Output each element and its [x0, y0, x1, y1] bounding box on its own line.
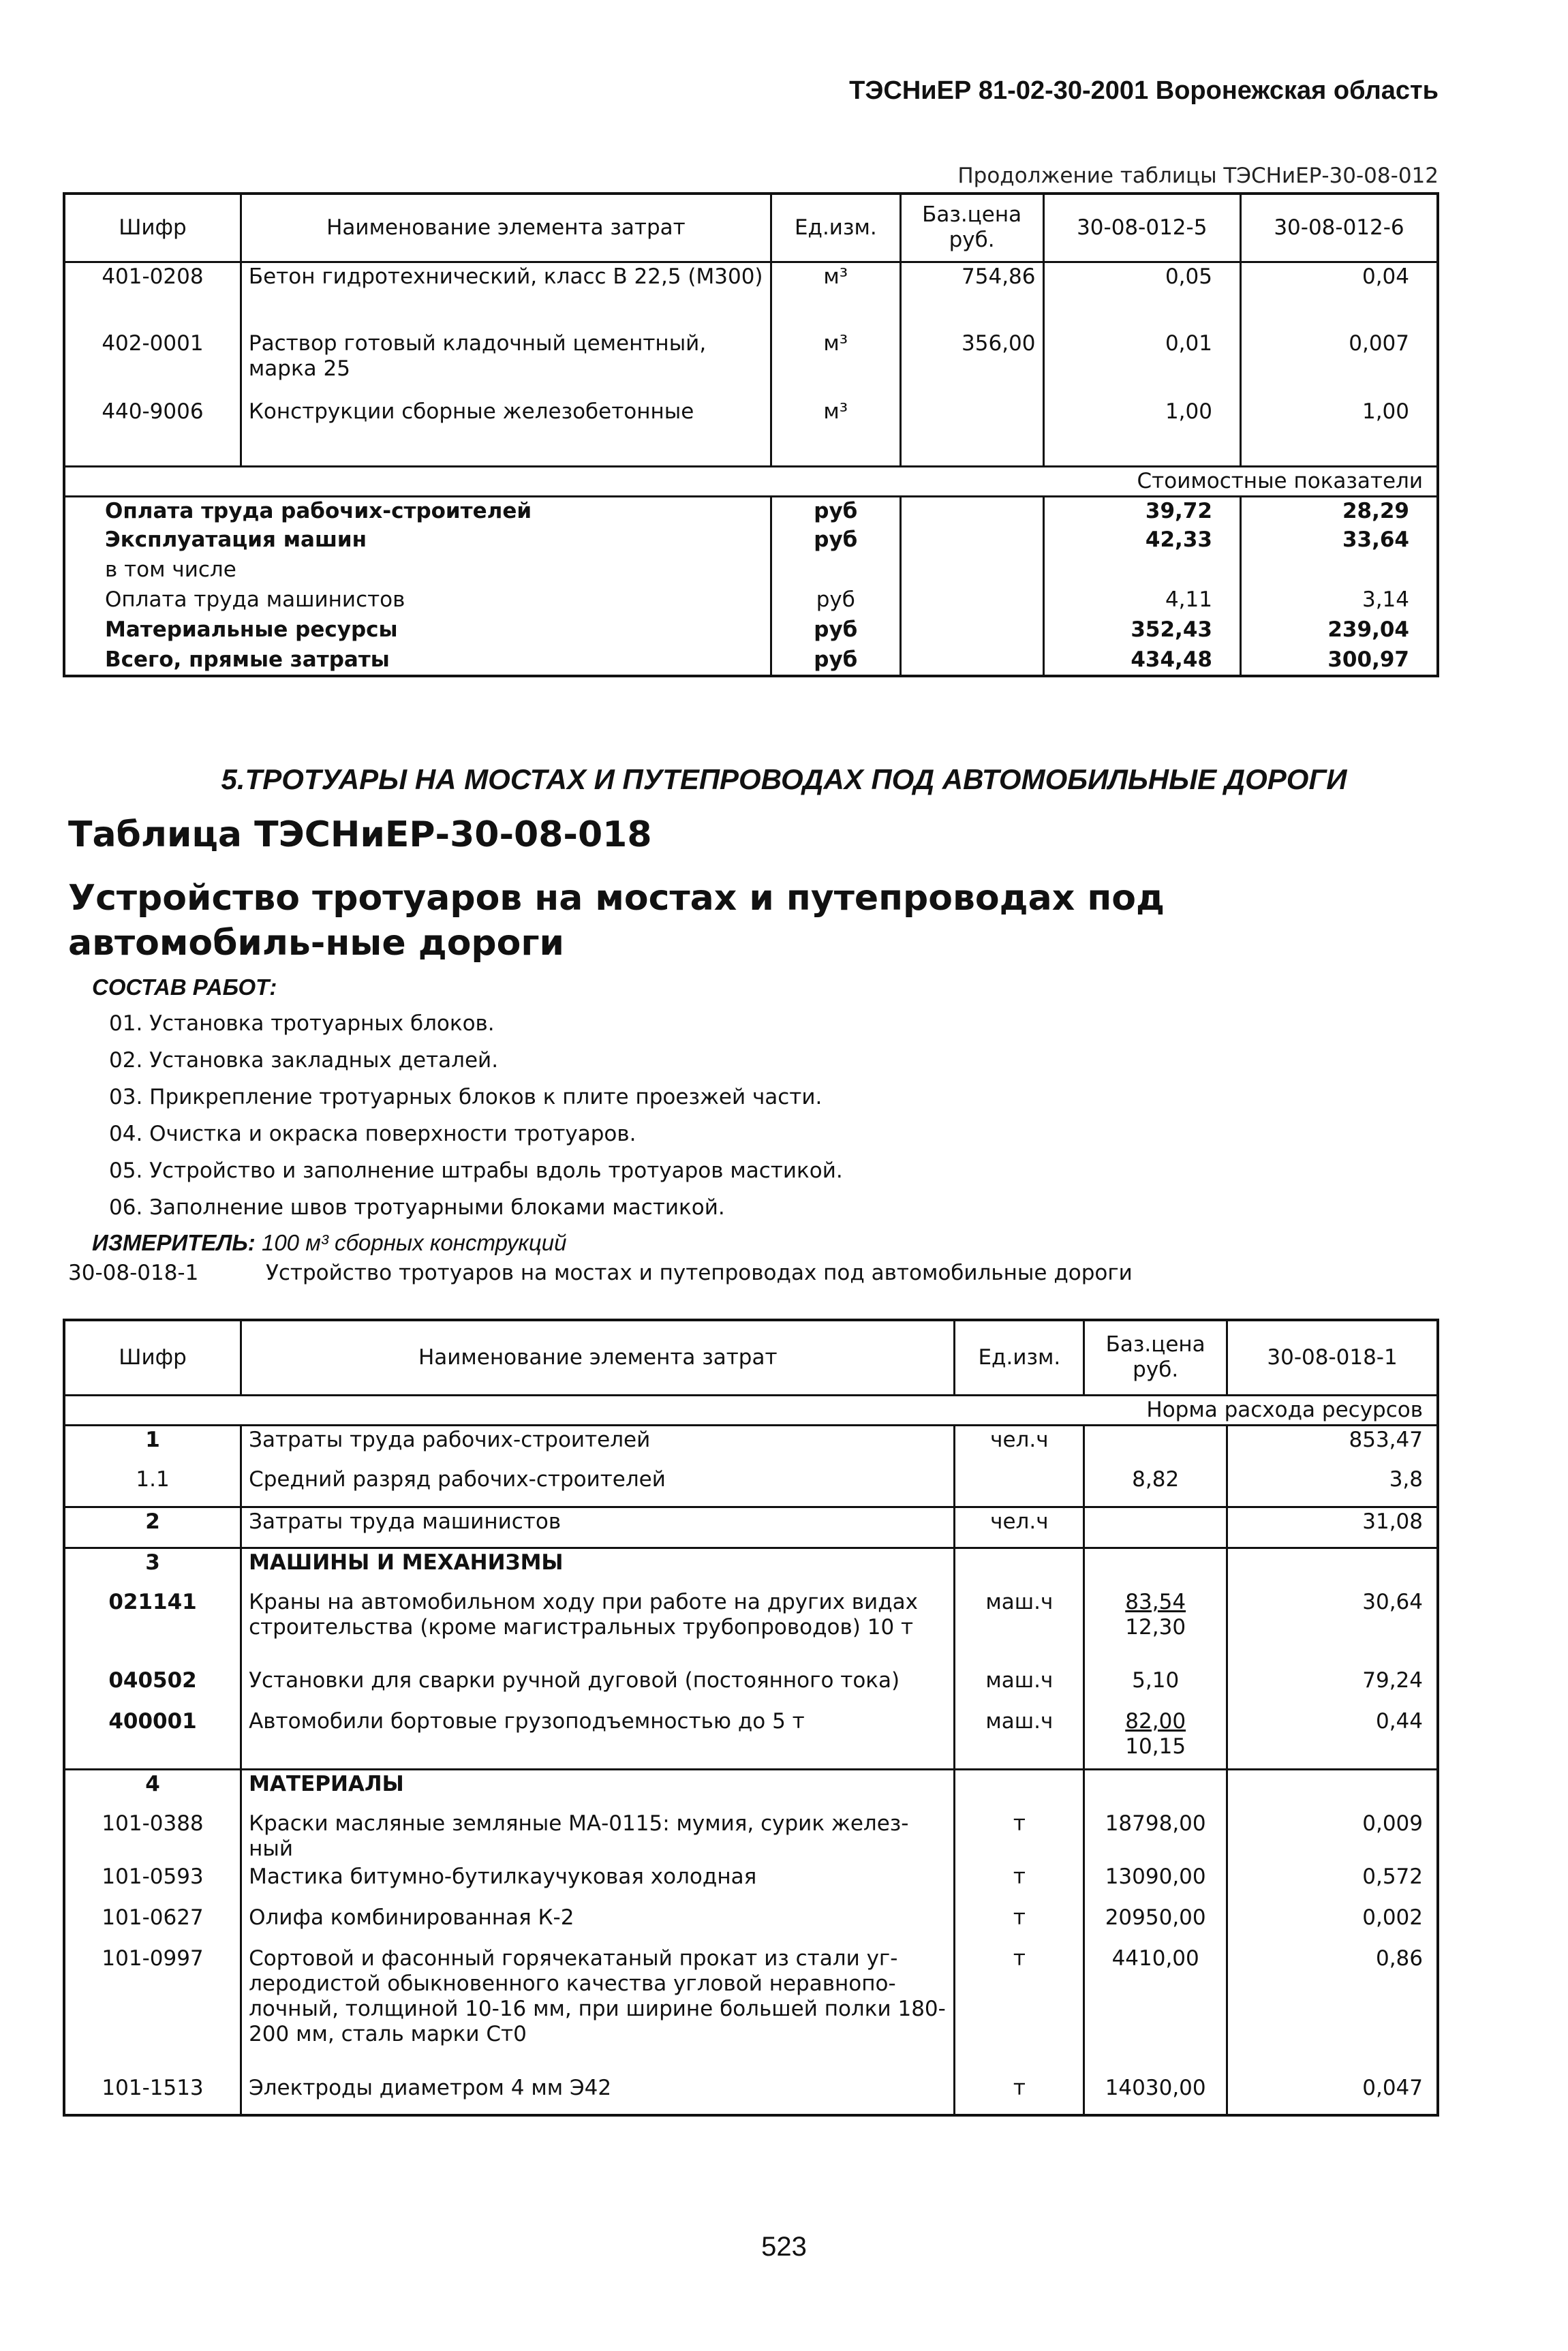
header-unit: Ед.изм.	[955, 1320, 1084, 1395]
cell-code: 1	[64, 1425, 241, 1466]
cell-value: 31,08	[1227, 1507, 1438, 1548]
cell-unit: т	[955, 1863, 1084, 1904]
cell-code: 101-0627	[64, 1904, 241, 1945]
header-price: Баз.цена руб.	[1084, 1320, 1227, 1395]
cost-value-2: 300,97	[1327, 647, 1409, 672]
cell-price	[1084, 1588, 1227, 1667]
cell-value: 0,86	[1375, 1946, 1423, 1971]
cell-price	[1084, 1507, 1227, 1548]
cost-value-2: 33,64	[1342, 527, 1409, 552]
price-value: 83,54	[1125, 1590, 1186, 1614]
cell-price	[1084, 1708, 1227, 1769]
cell-name: Раствор готовый кладочный цементный, марка 25	[241, 330, 771, 398]
cell-code: 040502	[64, 1667, 241, 1708]
table-row	[64, 1588, 1438, 1667]
cost-row	[64, 526, 1438, 556]
cell-unit: маш.ч	[955, 1667, 1084, 1708]
cell-unit	[955, 1548, 1084, 1588]
cell-code: 021141	[64, 1588, 241, 1667]
cell-name: Олифа комбинированная К-2	[241, 1904, 955, 1945]
cost-value-2	[1240, 556, 1438, 586]
cell-name: Сортовой и фасонный горячекатаный прокат из стали уг-леродистой обыкновенного качества угловой неравнопо-лочный, толщиной 10-16 мм, при ширине большей полки 180-200 мм, сталь марки Ст0	[241, 1945, 955, 2074]
cost-row	[64, 616, 1438, 646]
price-value-2: 12,30	[1125, 1615, 1186, 1640]
cell-name: Затраты труда машинистов	[241, 1507, 955, 1548]
cost-indicators-row	[64, 466, 1438, 496]
subtable-name: Устройство тротуаров на мостах и путепроводах под автомобильные дороги	[266, 1261, 1133, 1285]
cell-name: МАТЕРИАЛЫ	[241, 1769, 955, 1810]
cell-value	[1227, 1769, 1438, 1810]
work-item: 02. Установка закладных деталей.	[109, 1048, 499, 1073]
cell-price	[1084, 1466, 1227, 1507]
cell-unit: т	[955, 1904, 1084, 1945]
cell-name: Электроды диаметром 4 мм Э42	[241, 2074, 955, 2115]
cell-value: 0,047	[1362, 2076, 1423, 2100]
cell-value: 0,572	[1362, 1864, 1423, 1889]
cell-code: 400001	[64, 1708, 241, 1769]
cell-code: 101-0997	[64, 1945, 241, 2074]
header-col2: 30-08-012-6	[1240, 194, 1438, 262]
table-row	[64, 1863, 1438, 1904]
cell-price	[1084, 1769, 1227, 1810]
cost-unit: руб	[771, 616, 900, 646]
cell-unit: м³	[771, 262, 900, 330]
cost-row	[64, 496, 1438, 526]
cell-name: Автомобили бортовые грузоподъемностью до 5 т	[241, 1708, 955, 1769]
table-header-row	[64, 1320, 1438, 1395]
work-item: 03. Прикрепление тротуарных блоков к плите проезжей части.	[109, 1085, 823, 1109]
price-value: 8,82	[1132, 1467, 1180, 1492]
cost-unit: руб	[771, 496, 900, 526]
table-row	[64, 1945, 1438, 2074]
price-value: 4410,00	[1111, 1946, 1199, 1971]
table-row	[64, 1466, 1438, 1507]
cell-unit: чел.ч	[955, 1507, 1084, 1548]
header-col1: 30-08-012-5	[1043, 194, 1240, 262]
cell-code: 101-0388	[64, 1810, 241, 1863]
cost-value-1: 352,43	[1043, 616, 1240, 646]
cost-value-1: 39,72	[1043, 496, 1240, 526]
table-row	[64, 1507, 1438, 1548]
table-row	[64, 1904, 1438, 1945]
cost-value-1	[1043, 556, 1240, 586]
cost-name: Эксплуатация машин	[64, 526, 771, 556]
cell-price: 754,86	[900, 262, 1043, 330]
cost-name: Оплата труда рабочих-строителей	[64, 496, 771, 526]
work-item: 05. Устройство и заполнение штрабы вдоль тротуаров мастикой.	[109, 1158, 843, 1183]
price-value: 13090,00	[1105, 1864, 1206, 1889]
cell-code: 402-0001	[64, 330, 241, 398]
cost-price	[900, 586, 1043, 616]
cell-unit: т	[955, 1810, 1084, 1863]
cell-code: 4	[64, 1769, 241, 1810]
cell-value-1: 0,05	[1043, 262, 1240, 330]
works-label: СОСТАВ РАБОТ:	[92, 974, 277, 1000]
price-value: 14030,00	[1105, 2076, 1206, 2100]
cell-value: 79,24	[1362, 1668, 1423, 1693]
header-code: Шифр	[64, 194, 241, 262]
cell-value: 0,009	[1362, 1811, 1423, 1836]
norm-row	[64, 1395, 1438, 1425]
cell-unit: маш.ч	[955, 1708, 1084, 1769]
cell-unit	[955, 1769, 1084, 1810]
price-value: 20950,00	[1105, 1905, 1206, 1930]
table-row	[64, 1810, 1438, 1863]
cost-unit: руб	[771, 526, 900, 556]
cost-unit	[771, 556, 900, 586]
cell-price	[1084, 1945, 1227, 2074]
cell-name: Конструкции сборные железобетонные	[241, 398, 771, 466]
cell-value-2: 0,04	[1240, 262, 1438, 330]
cost-price	[900, 616, 1043, 646]
work-item: 06. Заполнение швов тротуарными блоками мастикой.	[109, 1195, 725, 1220]
resource-table-30-08-018	[63, 1319, 1439, 2117]
cell-name: Установки для сварки ручной дуговой (постоянного тока)	[241, 1667, 955, 1708]
norm-label: Норма расхода ресурсов	[64, 1395, 1438, 1425]
header-price: Баз.цена руб.	[900, 194, 1043, 262]
cost-value-1: 434,48	[1043, 646, 1240, 676]
cost-row	[64, 646, 1438, 676]
cell-price	[900, 398, 1043, 466]
cost-value-2: 239,04	[1327, 617, 1409, 642]
cost-name: в том числе	[64, 556, 771, 586]
cost-price	[900, 496, 1043, 526]
header-name: Наименование элемента затрат	[241, 1320, 955, 1395]
table-row	[64, 262, 1438, 330]
cost-price	[900, 646, 1043, 676]
cell-price	[1084, 1548, 1227, 1588]
cell-price	[1084, 1425, 1227, 1466]
cell-code: 101-0593	[64, 1863, 241, 1904]
cell-value	[1227, 1548, 1438, 1588]
cell-value-1: 1,00	[1043, 398, 1240, 466]
cell-value-2: 1,00	[1362, 399, 1409, 424]
cell-unit: т	[955, 2074, 1084, 2115]
cell-unit: м³	[771, 398, 900, 466]
cell-value-2: 0,007	[1349, 331, 1409, 356]
cell-value: 30,64	[1362, 1590, 1423, 1614]
cost-table-30-08-012	[63, 192, 1439, 677]
cell-unit: маш.ч	[955, 1588, 1084, 1667]
section-title: 5.ТРОТУАРЫ НА МОСТАХ И ПУТЕПРОВОДАХ ПОД АВТОМОБИЛЬНЫЕ ДОРОГИ	[221, 763, 1347, 795]
cell-price	[1084, 1863, 1227, 1904]
cell-price	[1084, 2074, 1227, 2115]
cell-price	[1084, 1904, 1227, 1945]
cost-value-2: 3,14	[1362, 587, 1409, 612]
header-code: Шифр	[64, 1320, 241, 1395]
cell-code: 3	[64, 1548, 241, 1588]
cost-name: Всего, прямые затраты	[64, 646, 771, 676]
table-subtitle: Устройство тротуаров на мостах и путепроводах под автомобиль-ные дороги	[68, 878, 1165, 964]
table-row	[64, 398, 1438, 466]
table-row	[64, 330, 1438, 398]
meter-label: ИЗМЕРИТЕЛЬ:	[92, 1230, 256, 1255]
price-value-2: 10,15	[1125, 1734, 1186, 1759]
cost-value-2: 28,29	[1342, 498, 1409, 523]
header-unit: Ед.изм.	[771, 194, 900, 262]
cell-name: Бетон гидротехнический, класс В 22,5 (М300)	[241, 262, 771, 330]
cell-value: 0,002	[1362, 1905, 1423, 1930]
work-item: 01. Установка тротуарных блоков.	[109, 1011, 495, 1036]
cost-row	[64, 586, 1438, 616]
table-row	[64, 2074, 1438, 2115]
cell-name: МАШИНЫ И МЕХАНИЗМЫ	[241, 1548, 955, 1588]
cell-price	[1084, 1667, 1227, 1708]
cost-price	[900, 526, 1043, 556]
cost-name: Материальные ресурсы	[64, 616, 771, 646]
works-list	[109, 1005, 843, 1226]
table-row	[64, 1708, 1438, 1769]
subtable-code: 30-08-018-1	[68, 1261, 199, 1285]
meter-value: 100 м³ сборных конструкций	[261, 1230, 567, 1255]
cell-name: Краны на автомобильном ходу при работе на других видах строительства (кроме магистральных трубопроводов) 10 т	[241, 1588, 955, 1667]
work-item: 04. Очистка и окраска поверхности тротуаров.	[109, 1122, 636, 1146]
cell-price: 356,00	[900, 330, 1043, 398]
cell-name: Средний разряд рабочих-строителей	[241, 1466, 955, 1507]
cell-code: 1.1	[64, 1466, 241, 1507]
table-header-row	[64, 194, 1438, 262]
page-number: 523	[761, 2232, 807, 2262]
cell-name: Мастика битумно-бутилкаучуковая холодная	[241, 1863, 955, 1904]
table-row	[64, 1769, 1438, 1810]
cell-unit	[955, 1466, 1084, 1507]
table-continuation-caption: Продолжение таблицы ТЭСНиЕР-30-08-012	[957, 164, 1439, 188]
price-value: 18798,00	[1105, 1811, 1206, 1836]
table-row	[64, 1548, 1438, 1588]
cell-unit: чел.ч	[955, 1425, 1084, 1466]
cost-value-1: 4,11	[1043, 586, 1240, 616]
table-row	[64, 1667, 1438, 1708]
cell-code: 440-9006	[64, 398, 241, 466]
cell-code: 101-1513	[64, 2074, 241, 2115]
cost-row	[64, 556, 1438, 586]
cell-value: 3,8	[1389, 1467, 1423, 1492]
table-row	[64, 1425, 1438, 1466]
header-col1: 30-08-018-1	[1227, 1320, 1438, 1395]
document-header: ТЭСНиЕР 81-02-30-2001 Воронежская область	[849, 76, 1439, 105]
cost-indicators-label: Стоимостные показатели	[64, 466, 1438, 496]
price-value: 82,00	[1125, 1709, 1186, 1734]
cell-code: 2	[64, 1507, 241, 1548]
cell-name: Затраты труда рабочих-строителей	[241, 1425, 955, 1466]
header-name: Наименование элемента затрат	[241, 194, 771, 262]
price-value: 5,10	[1132, 1668, 1180, 1693]
cell-price	[1084, 1810, 1227, 1863]
cell-value: 853,47	[1227, 1425, 1438, 1466]
cost-unit: руб	[771, 586, 900, 616]
cell-value: 0,44	[1375, 1709, 1423, 1734]
cell-unit: м³	[771, 330, 900, 398]
meter-line	[92, 1230, 566, 1256]
cost-value-1: 42,33	[1043, 526, 1240, 556]
cost-price	[900, 556, 1043, 586]
cell-name: Краски масляные земляные МА-0115: мумия, сурик желез-ный	[241, 1810, 955, 1863]
cell-value-1: 0,01	[1043, 330, 1240, 398]
cost-unit: руб	[771, 646, 900, 676]
cell-unit: т	[955, 1945, 1084, 2074]
cell-code: 401-0208	[64, 262, 241, 330]
table-title: Таблица ТЭСНиЕР-30-08-018	[68, 814, 652, 855]
cost-name: Оплата труда машинистов	[64, 586, 771, 616]
